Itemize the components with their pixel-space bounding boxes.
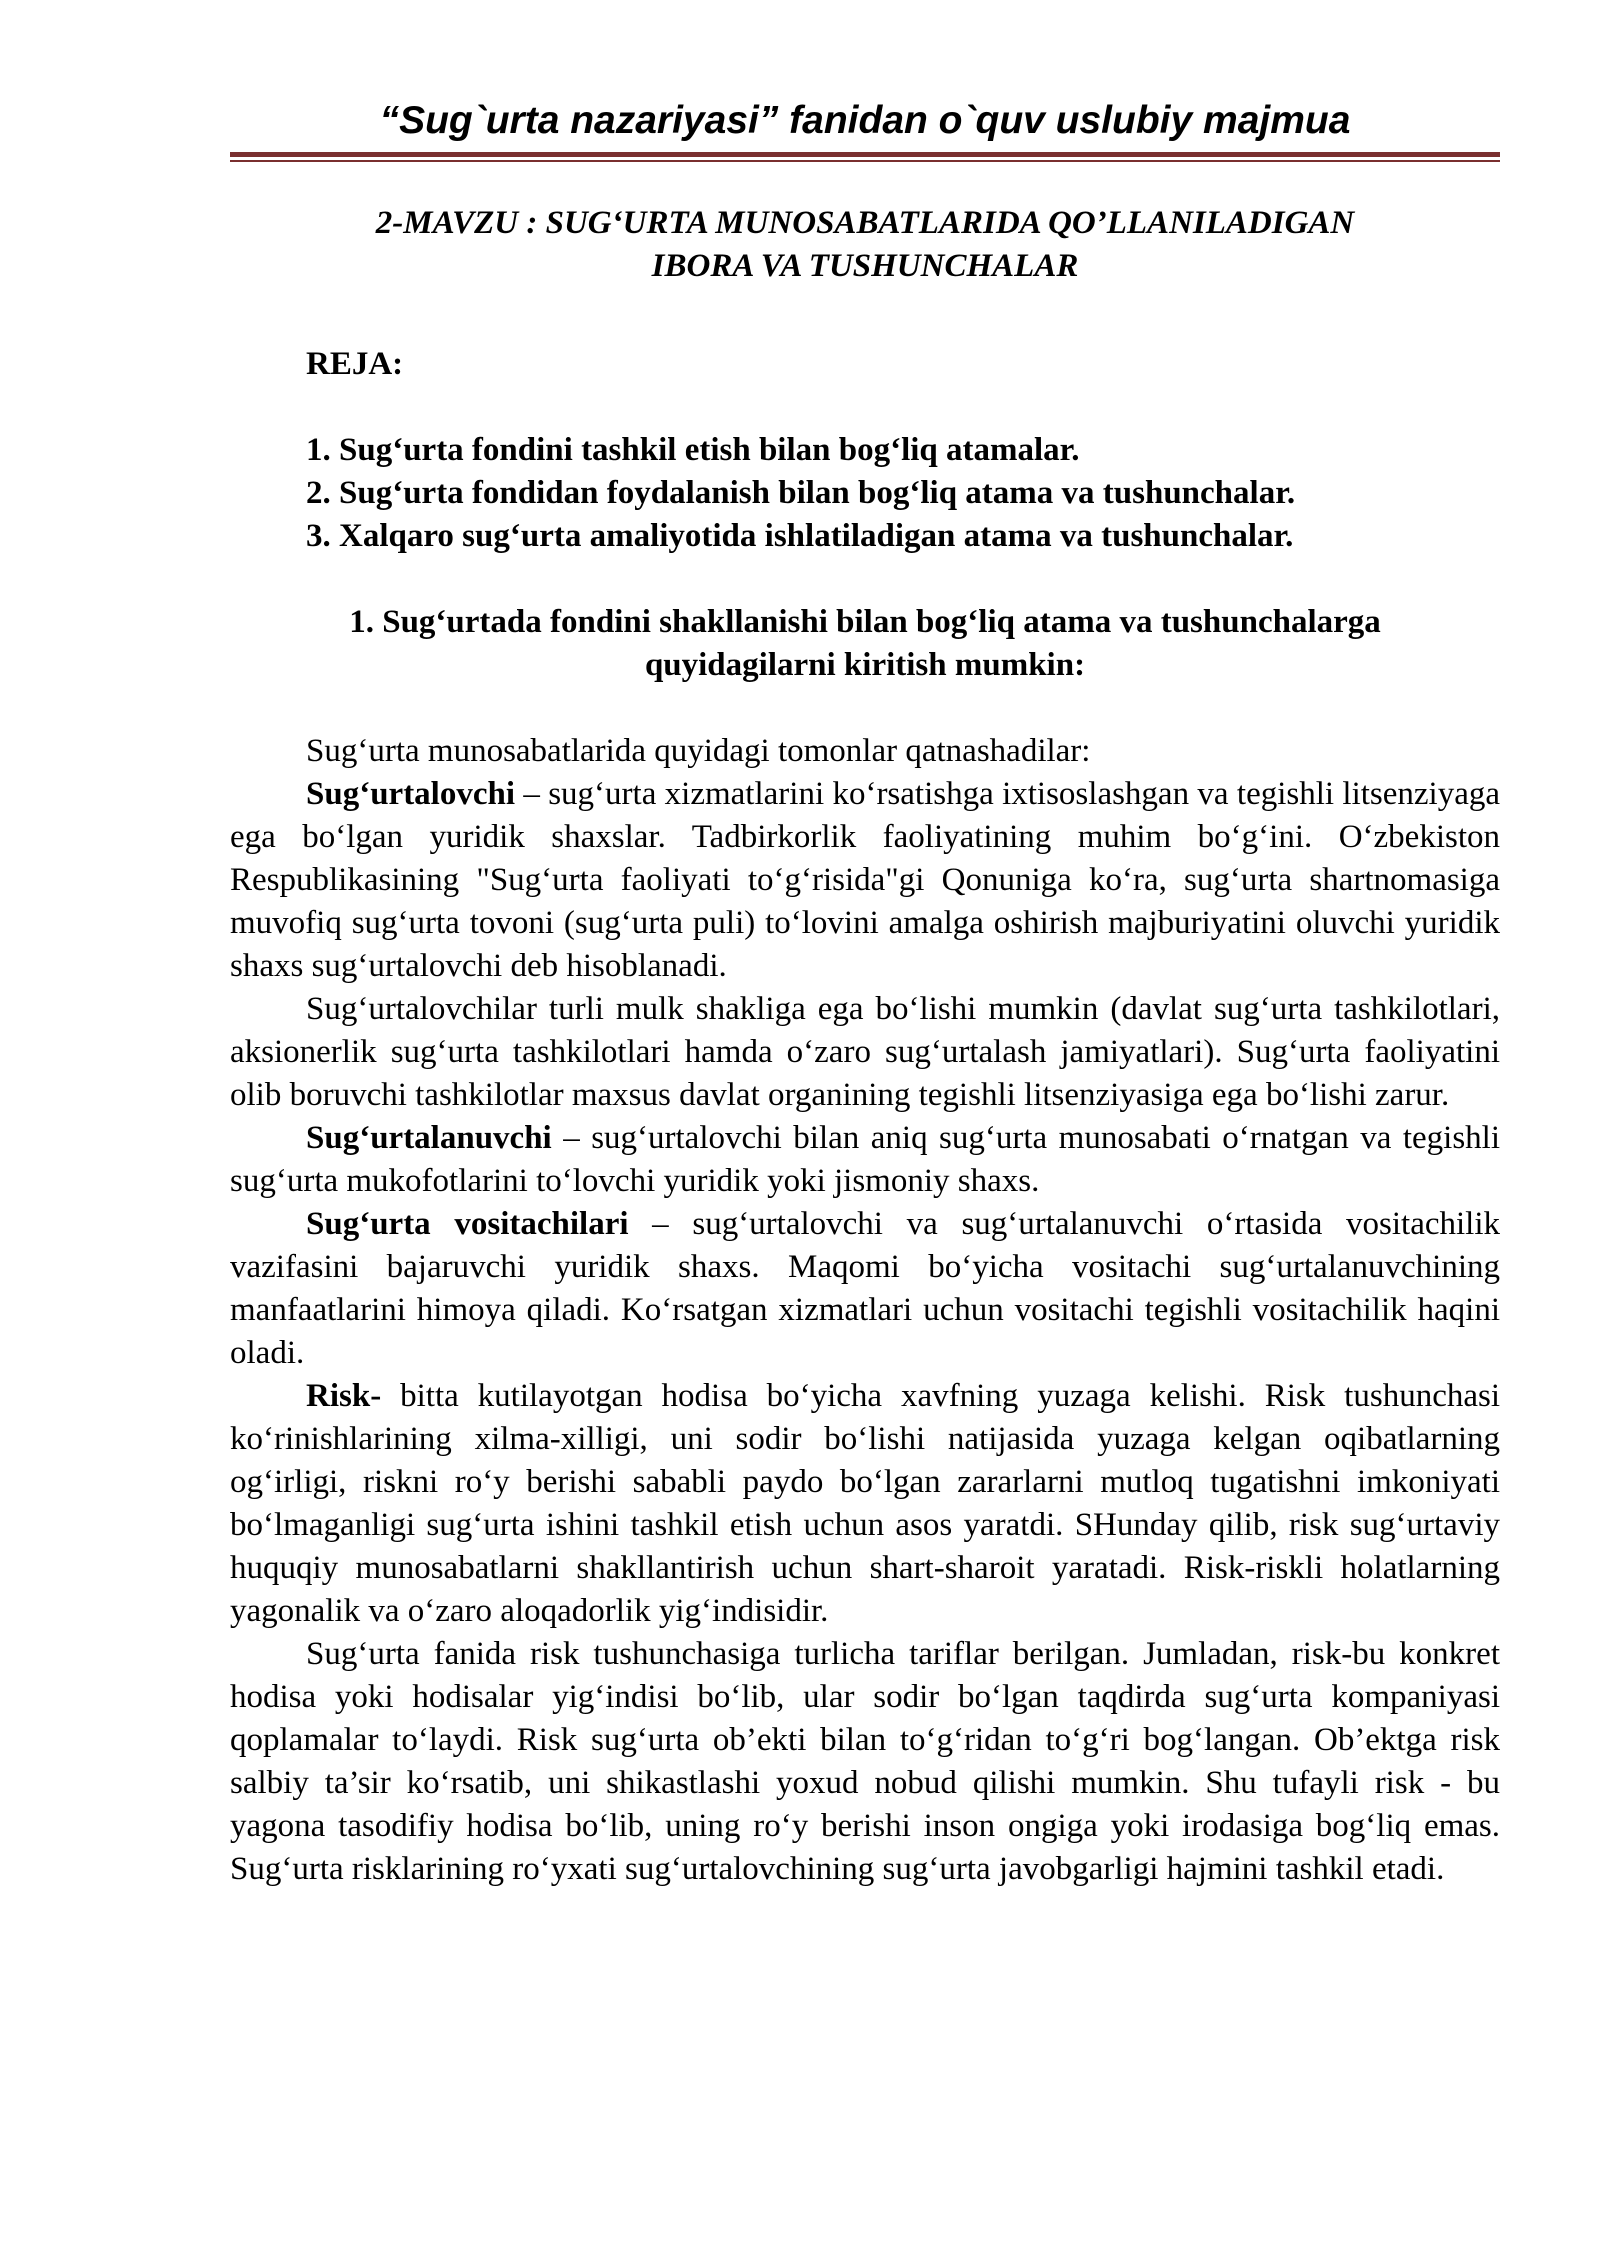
plan-item: 3. Xalqaro sug‘urta amaliyotida ishlatiladigan atama va tushunchalar. [306,518,1294,554]
body-text [230,730,1500,1891]
plan-heading: REJA: [306,346,404,382]
intro-paragraph: Sug‘urta munosabatlarida quyidagi tomonlar qatnashadilar: [306,733,1091,769]
header-rule-thick [230,152,1500,157]
section-heading-line2: quyidagilarni kiritish mumkin: [644,647,1086,683]
intermediary-paragraph [230,1203,1500,1375]
section-heading [230,601,1500,687]
section-heading-line1: 1. Sug‘urtada fondini shakllanishi bilan bog‘liq atama va tushunchalarga [349,604,1381,640]
insurer-paragraph [230,773,1500,988]
risk-term: Risk- [306,1378,382,1414]
risk-definitions-paragraph: Sug‘urta fanida risk tushunchasiga turlicha tariflar berilgan. Jumladan, risk-bu konkret hodisa yoki hodisalar yig‘indisi bo‘lib, ular sodir bo‘lgan taqdirda sug‘urta kompaniyasi qoplamalar to‘laydi. Risk sug‘urta ob’ekti bilan to‘g‘ridan to‘g‘ri bog‘langan. Ob’ektga risk salbiy ta’sir ko‘rsatib, uni shikastlashi yoxud nobud qilishi mumkin. Shu tufayli risk - bu yagona tasodifiy hodisa bo‘lib, uning ro‘y berishi inson ongiga yoki irodasiga bog‘liq emas. Sug‘urta risklarining ro‘yxati sug‘urtalovchining sug‘urta javobgarligi hajmini tashkil etadi. [230,1636,1500,1887]
insurer-forms-paragraph: Sug‘urtalovchilar turli mulk shakliga ega bo‘lishi mumkin (davlat sug‘urta tashkilotlari, aksionerlik sug‘urta tashkilotlari hamda o‘zaro sug‘urtalash jamiyatlari). Sug‘urta faoliyatini olib boruvchi tashkilotlar maxsus davlat organining tegishli litsenziyasiga ega bo‘lishi zarur. [230,991,1500,1113]
insurer-definition: – sug‘urta xizmatlarini ko‘rsatishga ixtisoslashgan va tegishli litsenziyaga ega bo‘lgan yuridik shaxslar. Tadbirkorlik faoliyatining muhim bo‘g‘ini. O‘zbekiston Respublikasining "Sug‘urta faoliyati to‘g‘risida"gi Qonuniga ko‘ra, sug‘urta shartnomasiga muvofiq sug‘urta tovoni (sug‘urta puli) to‘lovini amalga oshirish majburiyatini oluvchi yuridik shaxs sug‘urtalovchi deb hisoblanadi. [230,776,1500,984]
insured-paragraph [230,1117,1500,1203]
risk-paragraph [230,1375,1500,1633]
insured-definition: – sug‘urtalovchi bilan aniq sug‘urta munosabati o‘rnatgan va tegishli sug‘urta mukofotlarini to‘lovchi yuridik yoki jismoniy shaxs. [230,1120,1500,1199]
topic-title-line2: IBORA VA TUSHUNCHALAR [651,248,1079,284]
plan-item: 2. Sug‘urta fondidan foydalanish bilan bog‘liq atama va tushunchalar. [306,475,1296,511]
plan-item: 1. Sug‘urta fondini tashkil etish bilan bog‘liq atamalar. [306,432,1080,468]
document-content [230,202,1500,1891]
insurer-term: Sug‘urtalovchi [306,776,516,812]
insured-term: Sug‘urtalanuvchi [306,1120,552,1156]
header-rule [230,152,1500,164]
intermediary-definition: – sug‘urtalovchi va sug‘urtalanuvchi o‘rtasida vositachilik vazifasini bajaruvchi yuridik shaxs. Maqomi bo‘yicha vositachi sug‘urtalanuvchining manfaatlarini himoya qiladi. Ko‘rsatgan xizmatlari uchun vositachi tegishli vositachilik haqini oladi. [230,1206,1500,1371]
running-header: “Sug`urta nazariyasi” fanidan o`quv uslubiy majmua [379,99,1351,142]
header-rule-thin [230,160,1500,162]
risk-definition: bitta kutilayotgan hodisa bo‘yicha xavfning yuzaga kelishi. Risk tushunchasi ko‘rinishlarining xilma-xilligi, uni sodir bo‘lishi natijasida yuzaga kelgan oqibatlarning og‘irligi, riskni ro‘y berishi sababli paydo bo‘lgan zararlarni mutloq tugatishni imkoniyati bo‘lmaganligi sug‘urta ishini tashkil etish uchun asos yaratdi. SHunday qilib, risk sug‘urtaviy huquqiy munosabatlarni shakllantirish uchun shart-sharoit yaratadi. Risk-riskli holatlarning yagonalik va o‘zaro aloqadorlik yig‘indisidir. [230,1378,1500,1629]
topic-title-line1: 2-MAVZU : SUG‘URTA MUNOSABATLARIDA QO’LLANILADIGAN [375,205,1355,241]
intermediary-term: Sug‘urta vositachilari [306,1206,629,1242]
plan-list [306,429,1500,558]
topic-title [230,202,1500,288]
